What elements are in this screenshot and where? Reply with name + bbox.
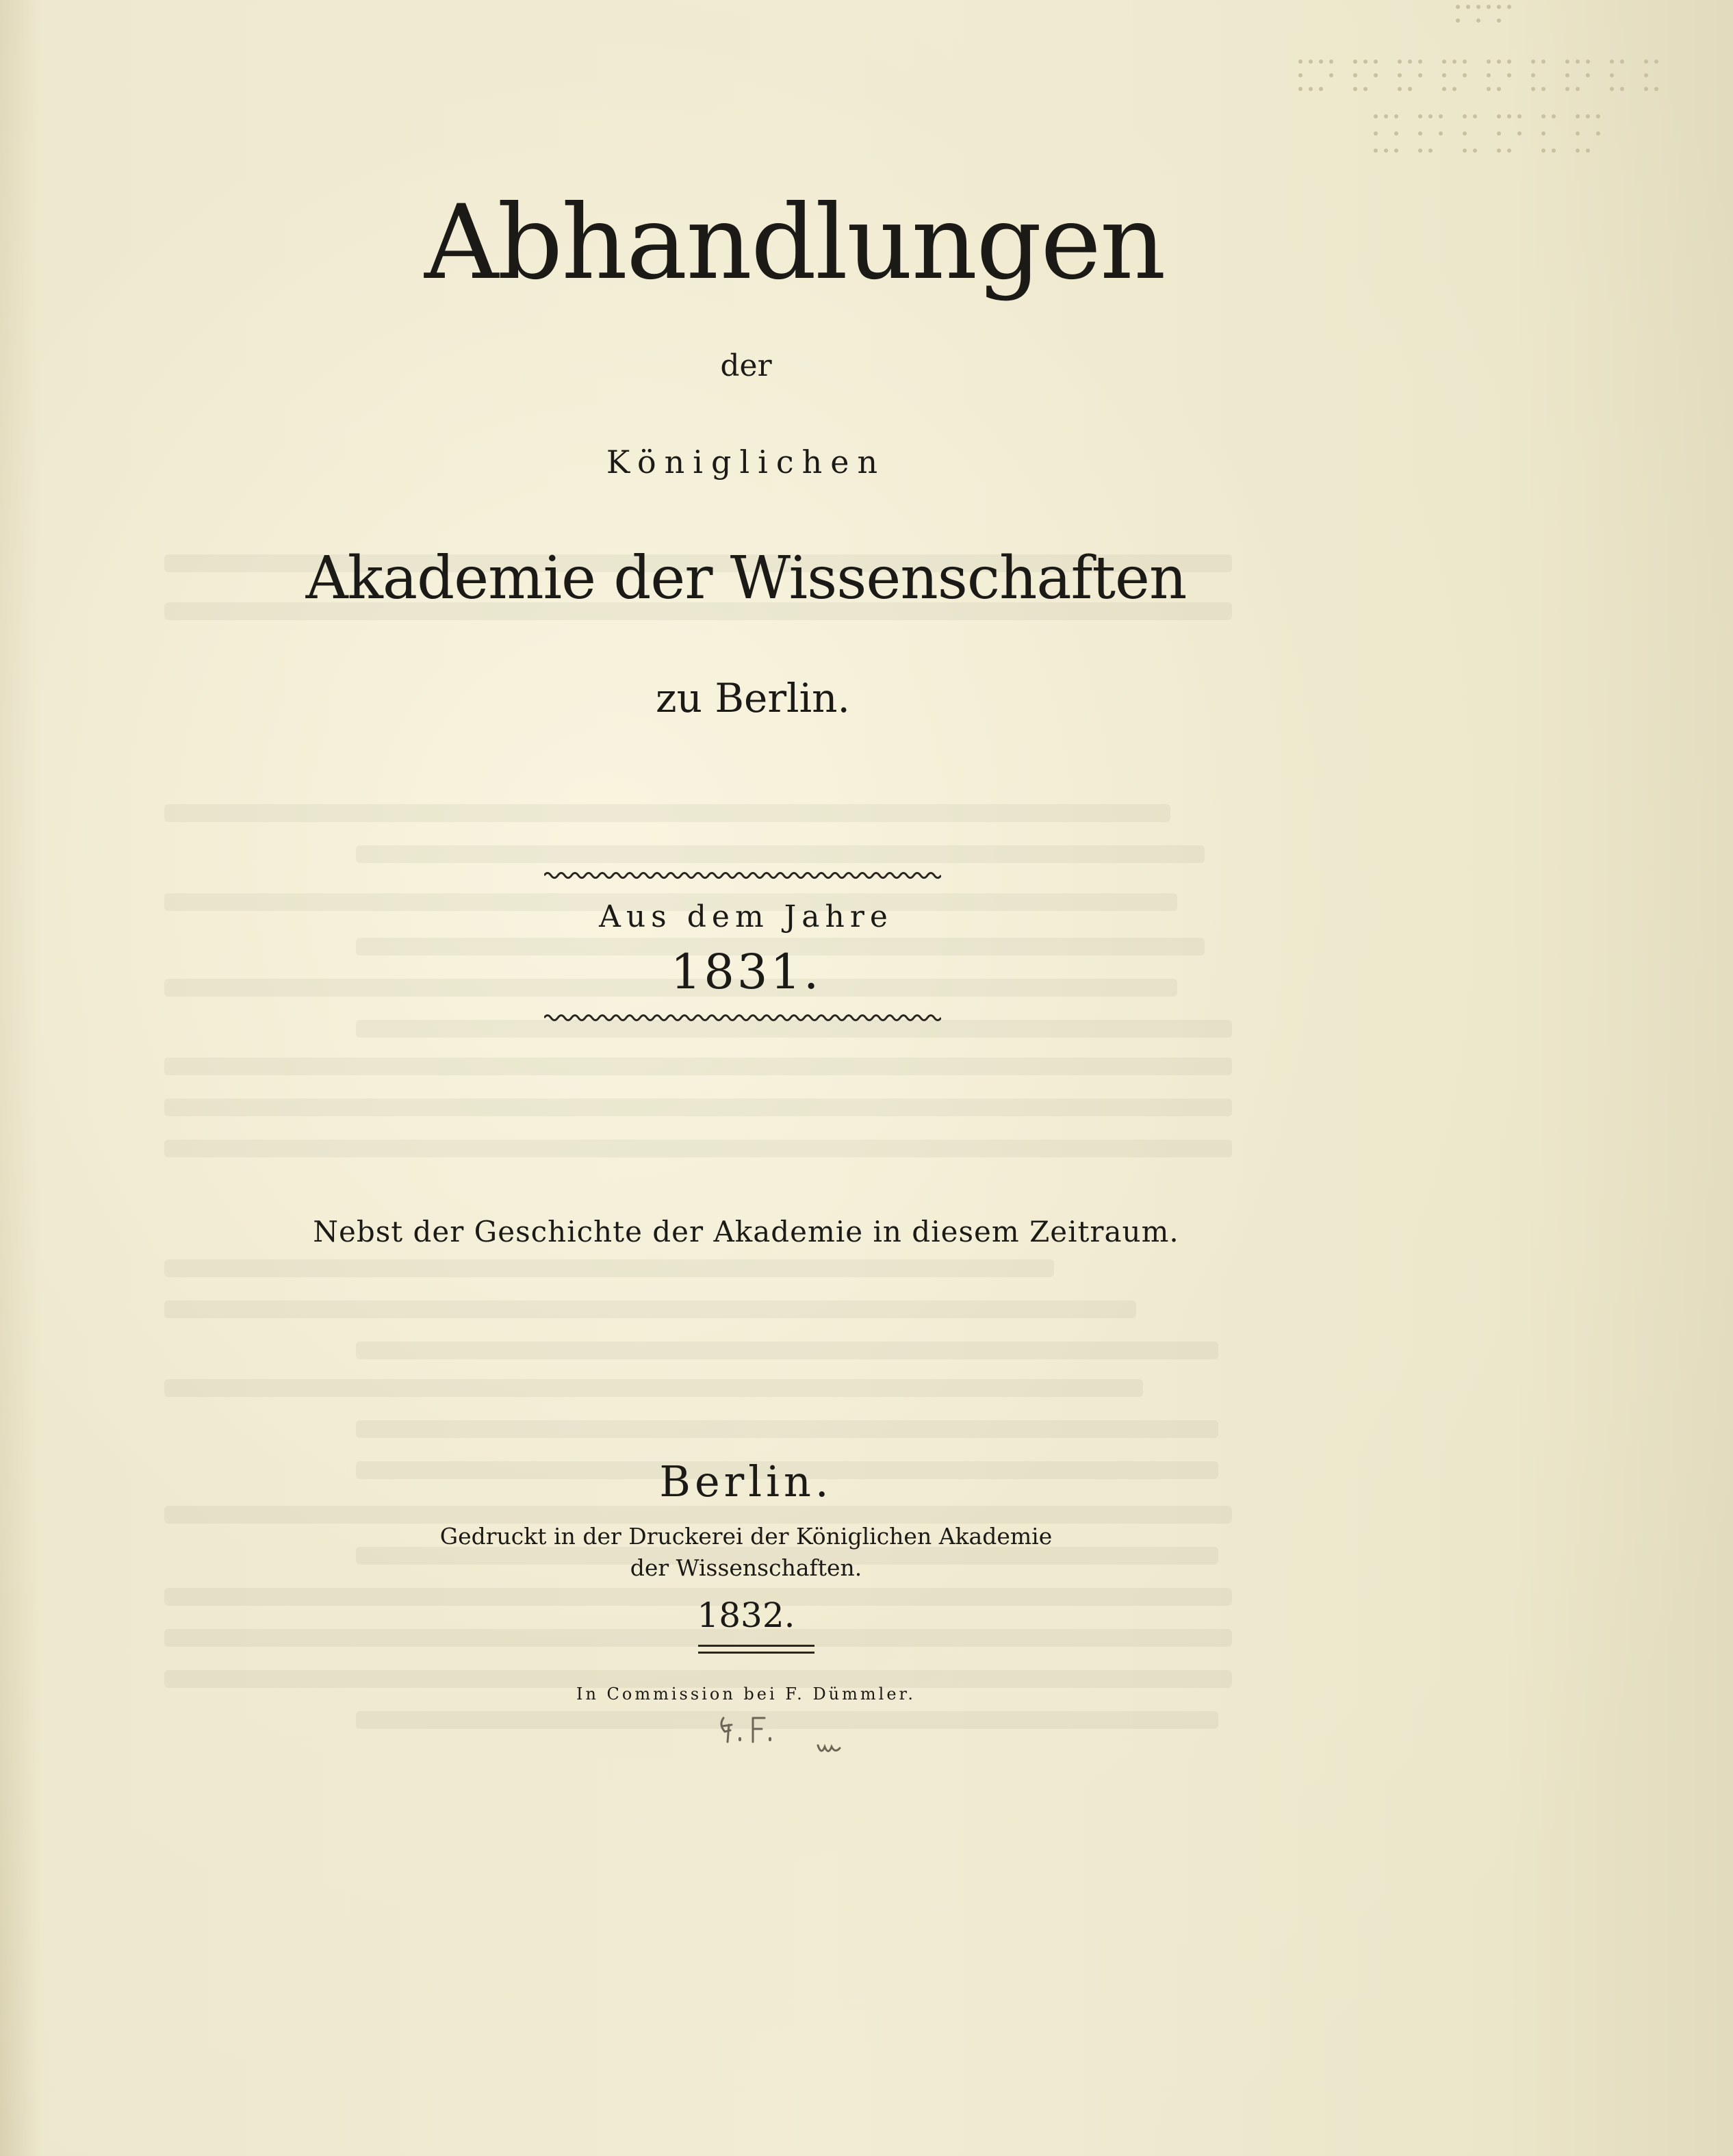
aus-dem-jahre-line: Aus dem Jahre bbox=[599, 899, 893, 934]
ornamental-wavy-rule bbox=[544, 869, 941, 882]
double-rule-top bbox=[698, 1645, 814, 1647]
double-rule-bottom bbox=[698, 1652, 814, 1654]
nebst-line: Nebst der Geschichte der Akademie in diesem Zeitraum. bbox=[313, 1215, 1179, 1248]
imprint-year: 1832. bbox=[697, 1595, 795, 1635]
imprint-printer-line-2: der Wissenschaften. bbox=[630, 1554, 862, 1581]
academy-name: Akademie der Wissenschaften bbox=[305, 544, 1187, 613]
volume-year: 1831. bbox=[670, 944, 822, 1000]
subtitle-koeniglichen: Königlichen bbox=[606, 444, 886, 480]
ornamental-wavy-rule bbox=[544, 1012, 941, 1024]
subtitle-der: der bbox=[720, 348, 772, 383]
main-title: Abhandlungen bbox=[424, 183, 1165, 303]
imprint-commission: In Commission bei F. Dümmler. bbox=[576, 1684, 916, 1704]
perforated-stamp-icon bbox=[1280, 0, 1691, 178]
imprint-city: Berlin. bbox=[659, 1456, 833, 1506]
imprint-printer-line-1: Gedruckt in der Druckerei der Königlichen Akademie bbox=[439, 1523, 1053, 1550]
handwritten-pencil-mark-icon bbox=[715, 1704, 852, 1766]
location-line: zu Berlin. bbox=[656, 675, 850, 721]
